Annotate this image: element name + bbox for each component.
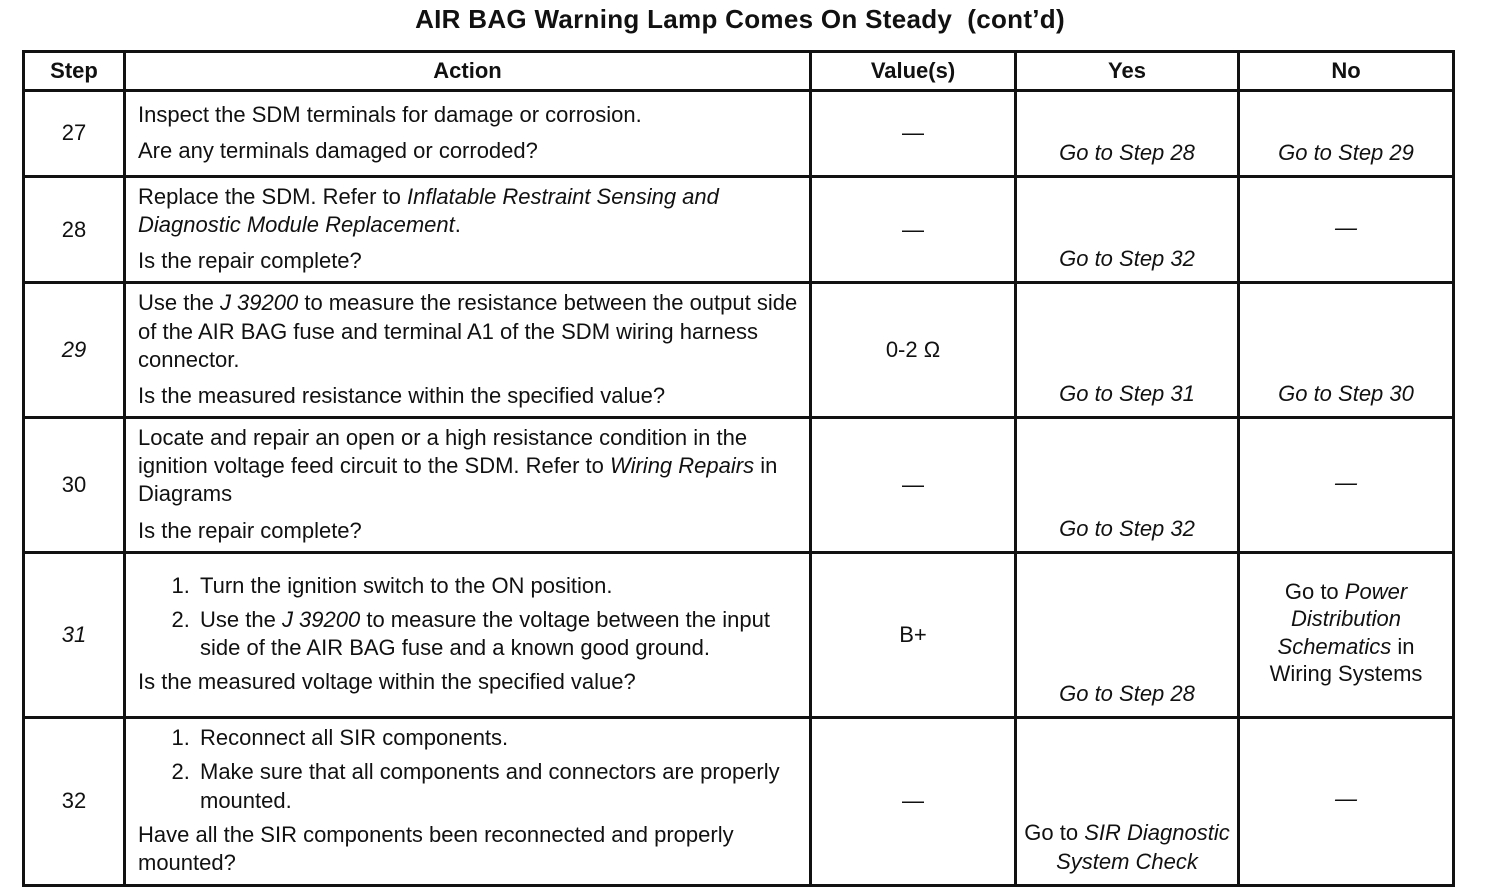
action-cell: [125, 177, 811, 283]
action-question: Is the repair complete?: [138, 517, 362, 543]
table-row: [24, 91, 1454, 177]
action-text: Inspect the SDM terminals for damage or corrosion.: [138, 101, 642, 127]
step-number: 27: [24, 91, 125, 177]
table-row: [24, 552, 1454, 717]
action-text-suffix: to measure the voltage between the input side of the AIR BAG fuse and a known good ground.: [200, 607, 770, 661]
action-cell: [125, 552, 811, 717]
list-item: [196, 606, 799, 662]
action-cell: [125, 91, 811, 177]
table-row: [24, 283, 1454, 418]
action-text-prefix: Locate and repair an open or a high resistance condition in the ignition voltage feed circuit to the SDM. Refer to: [138, 425, 748, 479]
yes-cell: [1016, 717, 1239, 885]
header-action: Action: [125, 52, 811, 91]
header-row: [24, 52, 1454, 91]
action-text-prefix: Replace the SDM. Refer to: [138, 184, 408, 209]
table-row: [24, 177, 1454, 283]
value-cell: B+: [811, 552, 1016, 717]
no-cell: —: [1239, 717, 1454, 885]
no-cell: Go to Step 29: [1239, 91, 1454, 177]
value-cell: —: [811, 418, 1016, 553]
action-steps-list: [138, 572, 799, 662]
action-text-suffix: to measure the resistance between the output side of the AIR BAG fuse and terminal A1 of the SDM wiring harness connector.: [138, 290, 798, 372]
table-row: [24, 418, 1454, 553]
yes-cell: Go to Step 31: [1016, 283, 1239, 418]
no-reference: Power Distribution Schematics: [1277, 578, 1408, 659]
action-text-prefix: Use the: [200, 607, 282, 633]
tool-reference: J 39200: [281, 607, 361, 633]
action-text: [138, 183, 799, 239]
header-no: No: [1239, 52, 1454, 91]
header-yes: Yes: [1016, 52, 1239, 91]
list-item: 2. Make sure that all components and connectors are properly mounted.: [196, 758, 799, 814]
action-text: [138, 424, 799, 508]
no-cell: Go to Step 30: [1239, 283, 1454, 418]
page-title: AIR BAG Warning Lamp Comes On Steady (cont’d): [415, 4, 1065, 34]
step-number: 31: [24, 552, 125, 717]
action-cell: [125, 717, 811, 885]
action-steps-list: [138, 724, 799, 814]
action-question: Are any terminals damaged or corroded?: [138, 138, 538, 163]
yes-reference: SIR Diagnostic System Check: [1056, 820, 1230, 874]
step-number: 29: [24, 283, 125, 418]
action-text-suffix: in Diagrams: [138, 453, 778, 507]
value-cell: 0-2 Ω: [811, 283, 1016, 418]
no-text-prefix: Go to: [1284, 578, 1345, 604]
action-question: Is the measured resistance within the specified value?: [138, 382, 666, 408]
no-cell: [1239, 552, 1454, 717]
action-reference: Inflatable Restraint Sensing and Diagnostic Module Replacement: [138, 184, 719, 238]
yes-cell: Go to Step 28: [1016, 552, 1239, 717]
header-step: Step: [24, 52, 125, 91]
action-cell: [125, 418, 811, 553]
step-number: 28: [24, 177, 125, 283]
action-reference: Wiring Repairs: [610, 453, 755, 479]
yes-cell: Go to Step 28: [1016, 91, 1239, 177]
action-question: Is the measured voltage within the specified value?: [138, 669, 636, 695]
diagnostic-table: [22, 50, 1455, 887]
list-item: 1. Reconnect all SIR components.: [196, 724, 799, 752]
no-cell: —: [1239, 177, 1454, 283]
action-text: [138, 289, 799, 373]
yes-cell: Go to Step 32: [1016, 418, 1239, 553]
tool-reference: J 39200: [219, 290, 299, 316]
header-values: Value(s): [811, 52, 1016, 91]
value-cell: —: [811, 177, 1016, 283]
action-cell: [125, 283, 811, 418]
value-cell: —: [811, 91, 1016, 177]
action-question: Is the repair complete?: [138, 248, 362, 274]
step-number: 32: [24, 717, 125, 885]
value-cell: —: [811, 717, 1016, 885]
step-number: 30: [24, 418, 125, 553]
action-question: Have all the SIR components been reconnected and properly mounted?: [138, 821, 734, 875]
action-text-suffix: .: [454, 212, 461, 238]
yes-cell: Go to Step 32: [1016, 177, 1239, 283]
no-text-suffix: in Wiring Systems: [1269, 633, 1423, 687]
no-cell: —: [1239, 418, 1454, 553]
yes-text-prefix: Go to: [1024, 820, 1085, 846]
table-row: [24, 717, 1454, 885]
action-text-prefix: Use the: [138, 290, 220, 316]
list-item: 1. Turn the ignition switch to the ON position.: [196, 572, 799, 600]
